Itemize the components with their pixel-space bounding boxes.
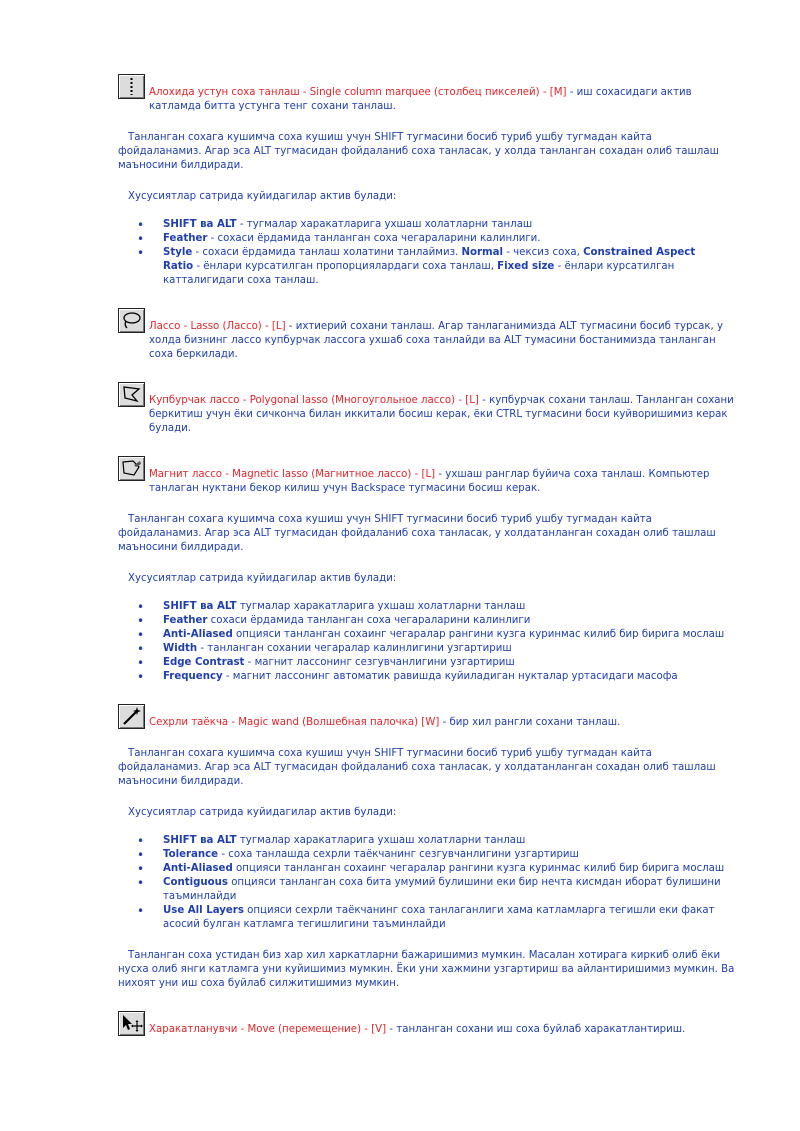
list-item: • Frequency - магнит лассонинг автоматик равишда куйиладиган нукталар уртасидаги масофа [163, 670, 728, 684]
features-list-magic-wand [118, 834, 728, 932]
features-heading: Хусусиятлар сатрида куйидагилар актив булади: [128, 807, 397, 818]
tool-description: - купбурчак сохани танлаш. Танланган сохани беркитиш учун ёки сичконча билан иккитали босиш керак, ёки CTRL тугмасини боси куйворишимиз керак булади. [149, 395, 734, 434]
list-item: • SHIFT ва ALT - тугмалар харакатларига ухшаш холатларни танлаш [163, 218, 728, 232]
shift-alt-paragraph: Танланган сохага кушимча соха кушиш учун SHIFT тугмасини босиб туриб ушбу тугмадан кайта фойдаланамиз. Агар эса ALT тугмасидан фойдаланиб соха танласак, у холда танланган сохадан олиб ташлаш маъносини билдиради. [118, 132, 719, 171]
tool-title: Алохида устун соха танлаш - Single column marquee (столбец пикселей) - [M] [149, 87, 567, 98]
tool-move [118, 1011, 738, 1037]
magnetic-lasso-icon [118, 456, 145, 481]
tool-description: - бир хил рангли сохани танлаш. [439, 717, 621, 728]
list-item: • Feather - сохаси ёрдамида танланган соха чегараларини калинлиги. [163, 232, 728, 246]
lasso-icon [118, 308, 145, 333]
tool-title: Сехрли таёкча - Magic wand (Волшебная палочка) [W] [149, 717, 440, 728]
list-item: • Feather сохаси ёрдамида танланган соха чегараларини калинлиги [163, 614, 728, 628]
list-item: • Anti-Aliased опцияси танланган сохаинг чегаралар рангини кузга куринмас килиб бир бирига мослаш [163, 862, 728, 876]
list-item: • Contiguous опцияси танланган соха бита умумий булишини еки бир нечта кисмдан иборат булишини таъминлайди [163, 876, 728, 904]
features-list-marquee [118, 218, 728, 288]
tool-magnetic-lasso [118, 456, 738, 496]
shift-alt-paragraph: Танланган сохага кушимча соха кушиш учун SHIFT тугмасини босиб туриб ушбу тугмадан кайта фойдаланамиз. Агар эса ALT тугмасидан фойдаланиб соха танласак, у холдатанланган сохадан олиб ташлаш маъносини билдиради. [118, 514, 716, 553]
tool-description: - танланган сохани иш соха буйлаб харакатлантириш. [386, 1024, 686, 1035]
list-item: • SHIFT ва ALT тугмалар харакатларига ухшаш холатларни танлаш [163, 600, 728, 614]
list-item: • Style - сохаси ёрдамида танлаш холатини танлаймиз. Normal - чексиз соха, Constrained Aspect Ratio - ёнлари курсатилган пропорциялардаги соха танлаш, Fixed size - ёнлари курсатилган катталигидаги соха танлаш. [163, 246, 728, 288]
list-item: • Width - танланган сохании чегаралар калинлигини узгартириш [163, 642, 728, 656]
single-column-marquee-icon [118, 74, 145, 99]
shift-alt-paragraph: Танланган сохага кушимча соха кушиш учун SHIFT тугмасини босиб туриб ушбу тугмадан кайта фойдаланамиз. Агар эса ALT тугмасидан фойдаланиб соха танласак, у холдатанланган сохадан олиб ташлаш маъносини билдиради. [118, 748, 716, 787]
features-list-lasso [118, 600, 728, 684]
list-item: • Edge Contrast - магнит лассонинг сезгувчанлигини узгартириш [163, 656, 728, 670]
tool-title: Харакатланувчи - Move (перемещение) - [V] [149, 1024, 387, 1035]
tool-polygonal-lasso [118, 382, 738, 436]
features-heading: Хусусиятлар сатрида куйидагилар актив булади: [128, 191, 397, 202]
polygonal-lasso-icon [118, 382, 145, 407]
tool-title: Купбурчак лассо - Polygonal lasso (Многоугольное лассо) - [L] [149, 395, 479, 406]
tool-lasso [118, 308, 738, 362]
tool-title: Лассо - Lasso (Лассо) - [L] [149, 321, 286, 332]
move-tool-icon [118, 1011, 145, 1036]
closing-paragraph: Танланган соха устидан биз хар хил харкатларни бажаришимиз мумкин. Масалан хотирага киркиб олиб ёки нусха олиб янги катламга уни куйишимиз мумкин. Ёки уни хажмини узгартириш ва айлантиришимиз мумкин. Ва нихоят уни иш соха буйлаб силжитишимиз мумкин. [118, 950, 735, 989]
tool-title: Магнит лассо - Magnetic lasso (Магнитное лассо) - [L] [149, 469, 436, 480]
tool-description: - ихтиерий сохани танлаш. Агар танлаганимизда ALT тугмасини босиб турсак, у холда бизнинг лассо купбурчак лассога ухшаб соха танлайди ва ALT тумасини бостанимизда танланган соха беркилади. [149, 321, 724, 360]
magic-wand-icon [118, 704, 145, 729]
list-item: • Anti-Aliased опцияси танланган сохаинг чегаралар рангини кузга куринмас килиб бир бирига мослаш [163, 628, 728, 642]
list-item: • Use All Layers опцияси сехрли таёкчанинг соха танлаганлиги хама катламларга тегишли еки факат асосий булган катламга тегишлигини таъминлайди [163, 904, 728, 932]
list-item: • Tolerance - соха танлашда сехрли таёкчанинг сезгувчанлигини узгартириш [163, 848, 728, 862]
document-page [118, 74, 738, 1037]
tool-single-column-marquee [118, 74, 738, 114]
features-heading: Хусусиятлар сатрида куйидагилар актив булади: [128, 573, 397, 584]
tool-description: - ухшаш ранглар буйича соха танлаш. Компьютер танлаган нуктани бекор килиш учун Backspace тугмасини босиш керак. [149, 469, 710, 494]
tool-description: - иш сохасидаги актив катламда битта устунга тенг сохани танлаш. [149, 87, 692, 112]
tool-magic-wand [118, 704, 738, 730]
list-item: • SHIFT ва ALT тугмалар харакатларига ухшаш холатларни танлаш [163, 834, 728, 848]
